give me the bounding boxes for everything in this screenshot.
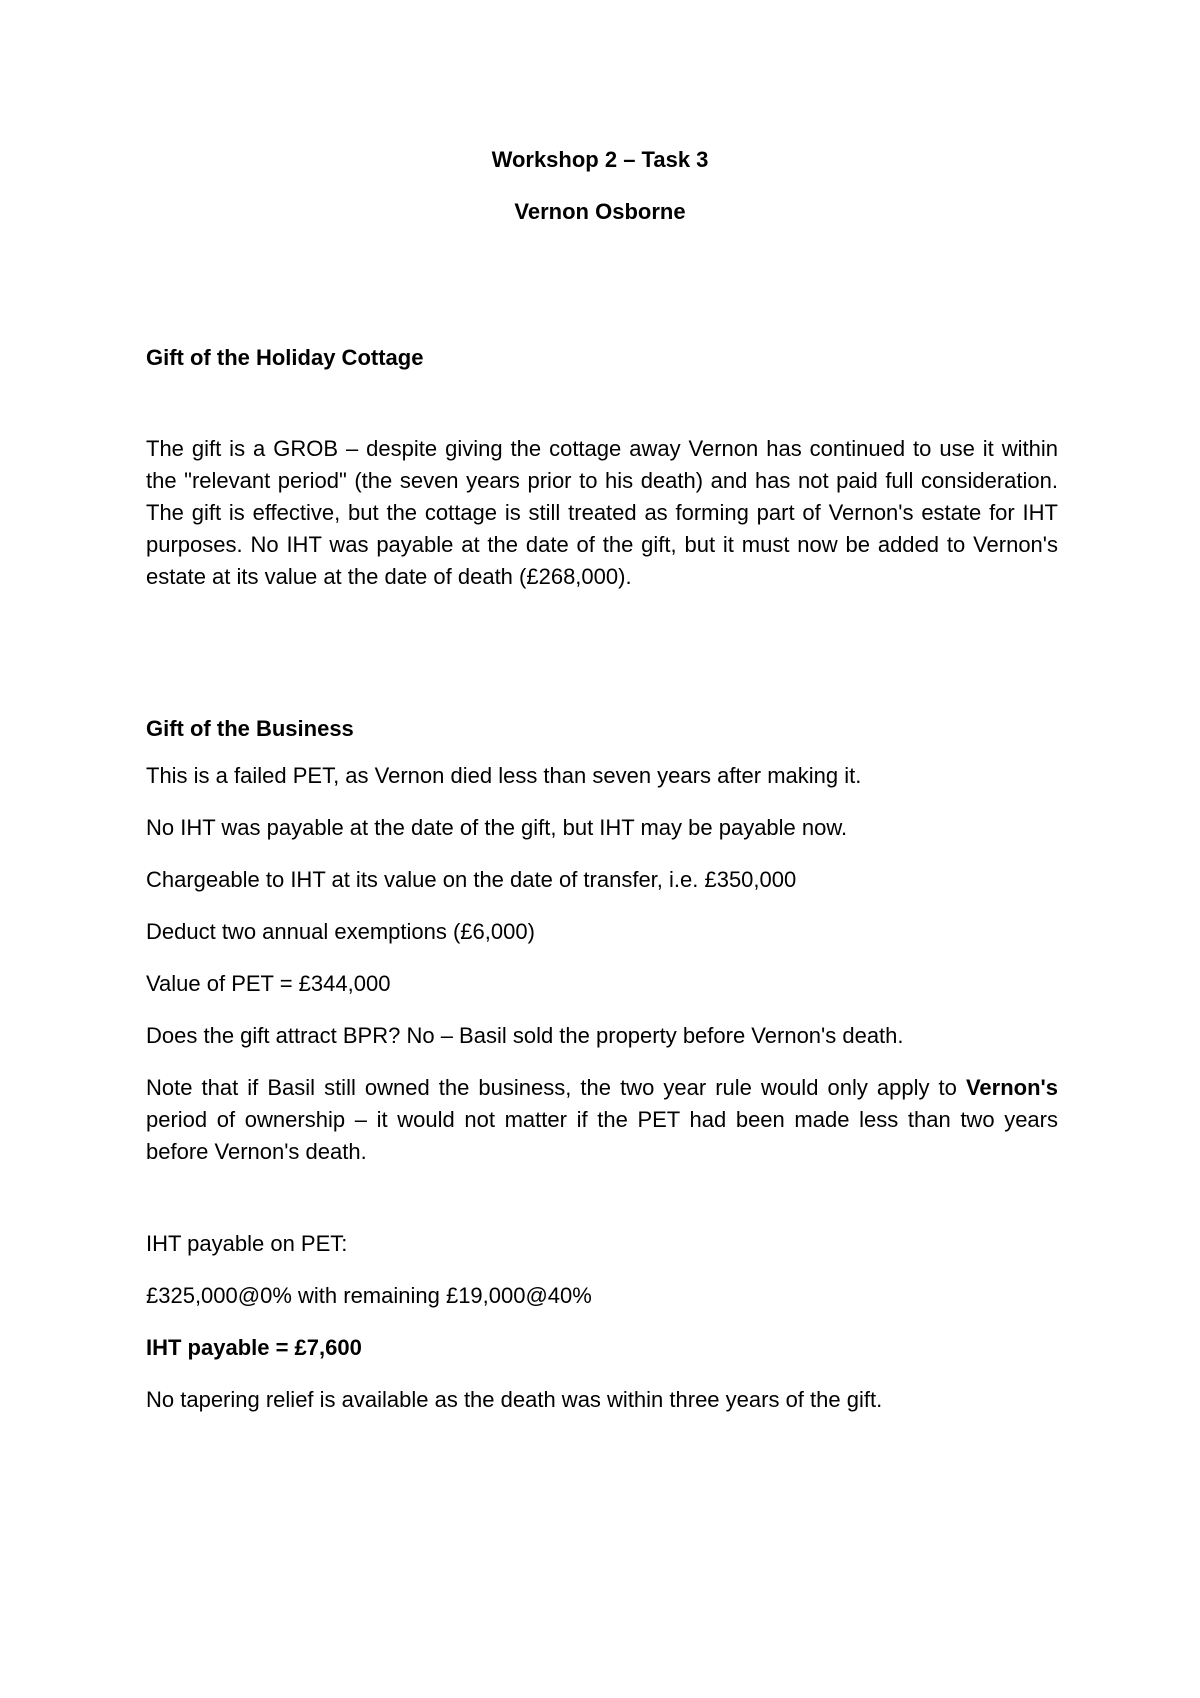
section-heading-holiday-cottage: Gift of the Holiday Cottage bbox=[146, 345, 424, 370]
annual-exemptions-line: Deduct two annual exemptions (£6,000) bbox=[146, 919, 535, 944]
chargeable-value-line: Chargeable to IHT at its value on the date of transfer, i.e. £350,000 bbox=[146, 867, 797, 892]
note-text-start: Note that if Basil still owned the business, the two year rule would only apply to bbox=[146, 1075, 966, 1100]
note-text-end: period of ownership – it would not matter if the PET had been made less than two years before Vernon's death. bbox=[146, 1107, 1058, 1164]
tapering-relief-line: No tapering relief is available as the death was within three years of the gift. bbox=[146, 1387, 883, 1412]
two-year-rule-note bbox=[146, 1072, 1058, 1168]
holiday-cottage-paragraph: The gift is a GROB – despite giving the cottage away Vernon has continued to use it within the "relevant period" (the seven years prior to his death) and has not paid full consideration. The gift is effective, but the cottage is still treated as forming part of Vernon's estate for IHT purposes. No IHT was payable at the date of the gift, but it must now be added to Vernon's estate at its value at the date of death (£268,000). bbox=[146, 436, 1058, 589]
iht-calculation-line: £325,000@0% with remaining £19,000@40% bbox=[146, 1283, 592, 1308]
section-heading-business: Gift of the Business bbox=[146, 716, 354, 741]
iht-payable-now-line: No IHT was payable at the date of the gift, but IHT may be payable now. bbox=[146, 815, 848, 840]
note-emphasis: Vernon's bbox=[965, 1075, 1058, 1100]
document-title: Workshop 2 – Task 3 bbox=[491, 147, 709, 172]
value-of-pet-line: Value of PET = £344,000 bbox=[146, 971, 391, 996]
iht-payable-label: IHT payable on PET: bbox=[146, 1231, 348, 1256]
bpr-question-line: Does the gift attract BPR? No – Basil sold the property before Vernon's death. bbox=[146, 1023, 904, 1048]
iht-total-line: IHT payable = £7,600 bbox=[146, 1335, 362, 1360]
failed-pet-line: This is a failed PET, as Vernon died less than seven years after making it. bbox=[146, 763, 862, 788]
document-subtitle: Vernon Osborne bbox=[514, 199, 686, 224]
